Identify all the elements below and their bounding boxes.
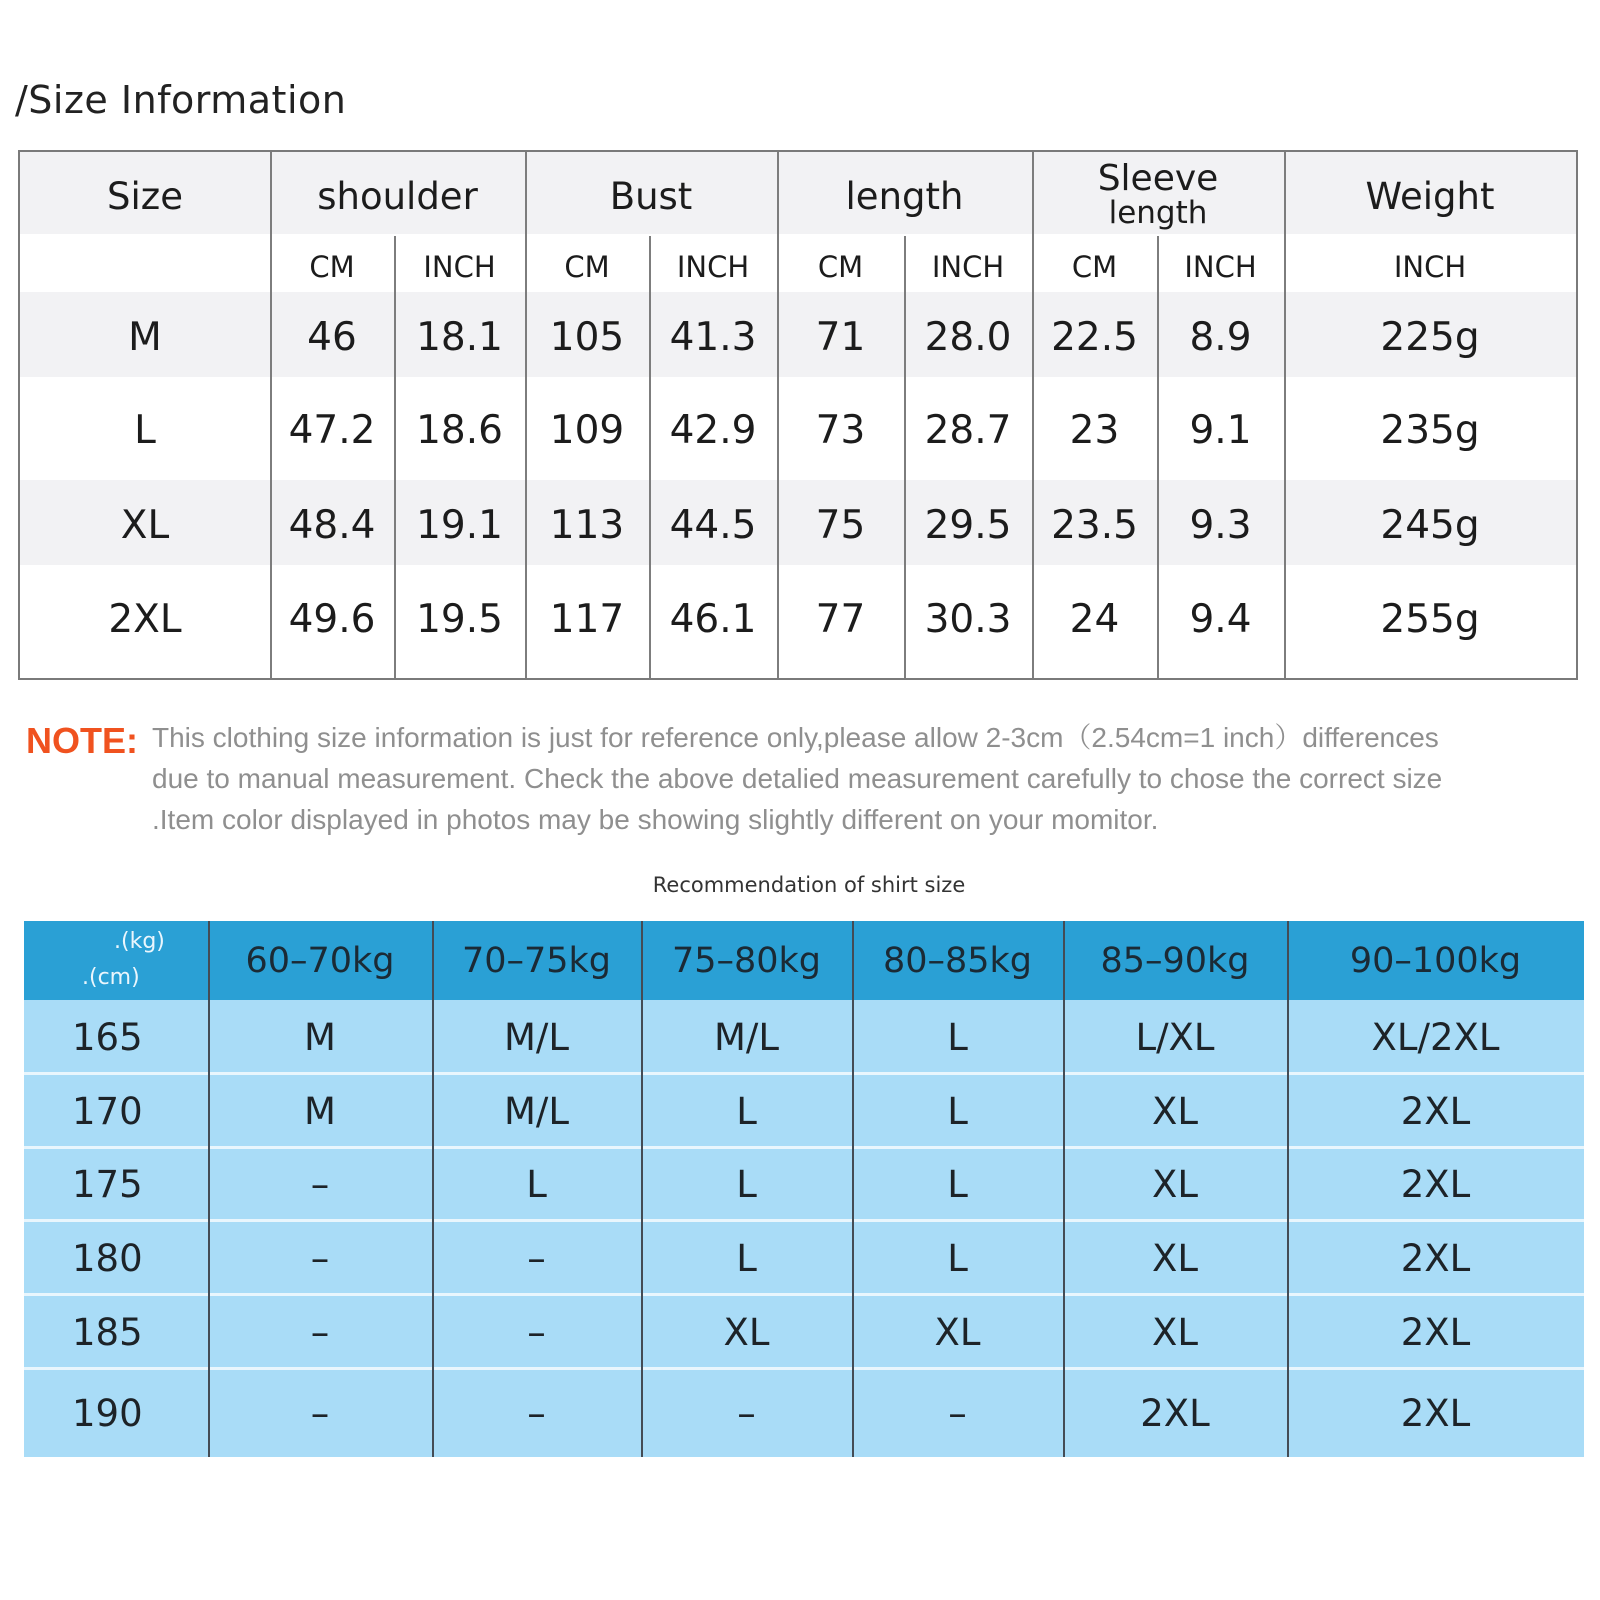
shirt-size-recommendation-table [24,921,1584,1457]
measurement-value: 19.1 [416,502,503,548]
recommended-size: – [310,1391,330,1435]
measurement-value: 71 [815,314,866,360]
size-label: 2XL [108,597,182,642]
recommended-size: 2XL [1400,1310,1471,1354]
measurement-value: 46 [307,314,357,360]
height-label: 180 [72,1236,143,1280]
recommended-size: 2XL [1400,1163,1471,1206]
measurement-value: 77 [815,597,866,642]
measurement-value: 109 [549,407,625,453]
recommended-size: L [947,1015,968,1059]
weight-range-header: 75–80kg [671,940,822,981]
recommended-size: – [737,1391,756,1435]
recommended-size: – [310,1163,330,1206]
measurement-value: 9.1 [1189,407,1252,453]
measurement-value: 75 [815,502,866,548]
recommended-size: L [947,1236,968,1280]
measurement-value: 23 [1069,407,1120,453]
weight-range-header: 70–75kg [461,940,612,981]
weight-range-header: 90–100kg [1349,940,1522,981]
column-header: shoulder [317,174,478,218]
measurement-value: 19.5 [416,597,503,642]
measurement-value: 245g [1380,502,1480,548]
recommended-size: L [947,1163,968,1206]
unit-label: INCH [931,250,1005,284]
measurement-value: 46.1 [669,597,757,642]
measurement-value: 41.3 [669,314,757,360]
height-label: 165 [72,1015,143,1059]
measurement-value: 29.5 [924,502,1012,548]
recommended-size: – [948,1391,967,1435]
unit-label: CM [564,250,610,284]
measurement-value: 255g [1380,597,1480,642]
measurement-value: 23.5 [1051,502,1138,548]
sleeve-header-line: length [1108,195,1208,231]
note-line: This clothing size information is just for reference only,please allow 2-3cm（2.54cm=1 inch）differences [152,722,1439,753]
measurement-value: 235g [1380,407,1480,453]
measurement-value: 28.7 [924,407,1012,453]
recommended-size: M [304,1015,336,1059]
height-label: 170 [72,1089,143,1133]
measurement-value: 44.5 [669,502,757,548]
note-text [152,717,1552,840]
size-label: L [134,407,156,453]
weight-range-header: 80–85kg [882,940,1033,981]
column-header: Size [107,174,183,218]
unit-label: INCH [1393,250,1467,284]
recommended-size: – [527,1391,546,1435]
recommended-size: XL [1152,1089,1198,1133]
unit-label: INCH [1184,250,1257,284]
note-label: NOTE: [26,720,138,761]
height-label: 185 [72,1310,143,1354]
measurement-value: 105 [549,314,625,360]
unit-label: CM [817,250,864,284]
corner-height-unit: .(cm) [82,965,140,990]
measurement-value: 49.6 [288,597,376,642]
measurement-value: 24 [1069,597,1120,642]
recommended-size: XL [934,1310,981,1354]
recommended-size: XL [723,1310,770,1354]
measurement-value: 18.1 [416,314,503,360]
recommended-size: XL [1152,1236,1198,1280]
recommended-size: L [947,1089,968,1133]
measurement-value: 30.3 [924,597,1012,642]
recommended-size: – [310,1236,330,1280]
measurement-value: 18.6 [416,407,503,453]
measurement-value: 22.5 [1051,314,1138,360]
column-header: Weight [1365,174,1495,218]
column-header: length [845,174,964,218]
recommended-size: XL [1152,1163,1198,1206]
measurement-value: 117 [549,597,625,642]
recommended-size: 2XL [1400,1236,1471,1280]
column-header: Bust [609,174,693,218]
recommended-size: XL/2XL [1371,1015,1500,1059]
recommended-size: M/L [503,1015,569,1059]
recommended-size: M/L [503,1089,569,1133]
measurement-value: 113 [549,502,625,548]
corner-weight-unit: .(kg) [114,929,165,954]
height-label: 190 [72,1391,143,1435]
note-line: .Item color displayed in photos may be showing slightly different on your momitor. [152,804,1159,835]
measurement-value: 42.9 [669,407,757,453]
recommended-size: – [527,1236,546,1280]
recommended-size: L [736,1089,757,1133]
measurement-value: 73 [815,407,866,453]
recommended-size: 2XL [1400,1089,1471,1133]
recommended-size: M [304,1089,336,1133]
recommendation-caption: Recommendation of shirt size [652,873,966,897]
page-title: /Size Information [15,78,347,122]
recommended-size: M/L [713,1015,779,1059]
weight-range-header: 85–90kg [1100,940,1250,981]
unit-label: CM [1071,250,1118,284]
measurement-value: 225g [1380,314,1480,360]
recommended-size: L/XL [1135,1015,1215,1059]
sleeve-header-line: Sleeve [1097,158,1219,199]
unit-label: INCH [676,250,750,284]
recommended-size: 2XL [1140,1391,1210,1435]
unit-label: INCH [423,250,496,284]
column-header-sleeve-length [1032,152,1284,240]
measurement-value: 28.0 [924,314,1012,360]
recommended-size: L [526,1163,547,1206]
recommended-size: L [736,1163,757,1206]
measurement-value: 47.2 [288,407,376,453]
measurement-value: 9.4 [1189,597,1252,642]
recommended-size: XL [1152,1310,1198,1354]
size-information-table [18,150,1578,680]
recommended-size: L [736,1236,757,1280]
height-label: 175 [72,1163,143,1206]
size-label: XL [120,502,170,548]
size-label: M [128,314,162,360]
measurement-value: 9.3 [1189,502,1252,548]
recommended-size: 2XL [1400,1391,1471,1435]
recommended-size: – [310,1310,330,1354]
weight-range-header: 60–70kg [245,940,395,981]
unit-label: CM [309,250,355,284]
measurement-value: 8.9 [1189,314,1252,360]
measurement-value: 48.4 [288,502,376,548]
note-line: due to manual measurement. Check the above detalied measurement carefully to chose the correct size [152,763,1443,794]
recommended-size: – [527,1310,546,1354]
